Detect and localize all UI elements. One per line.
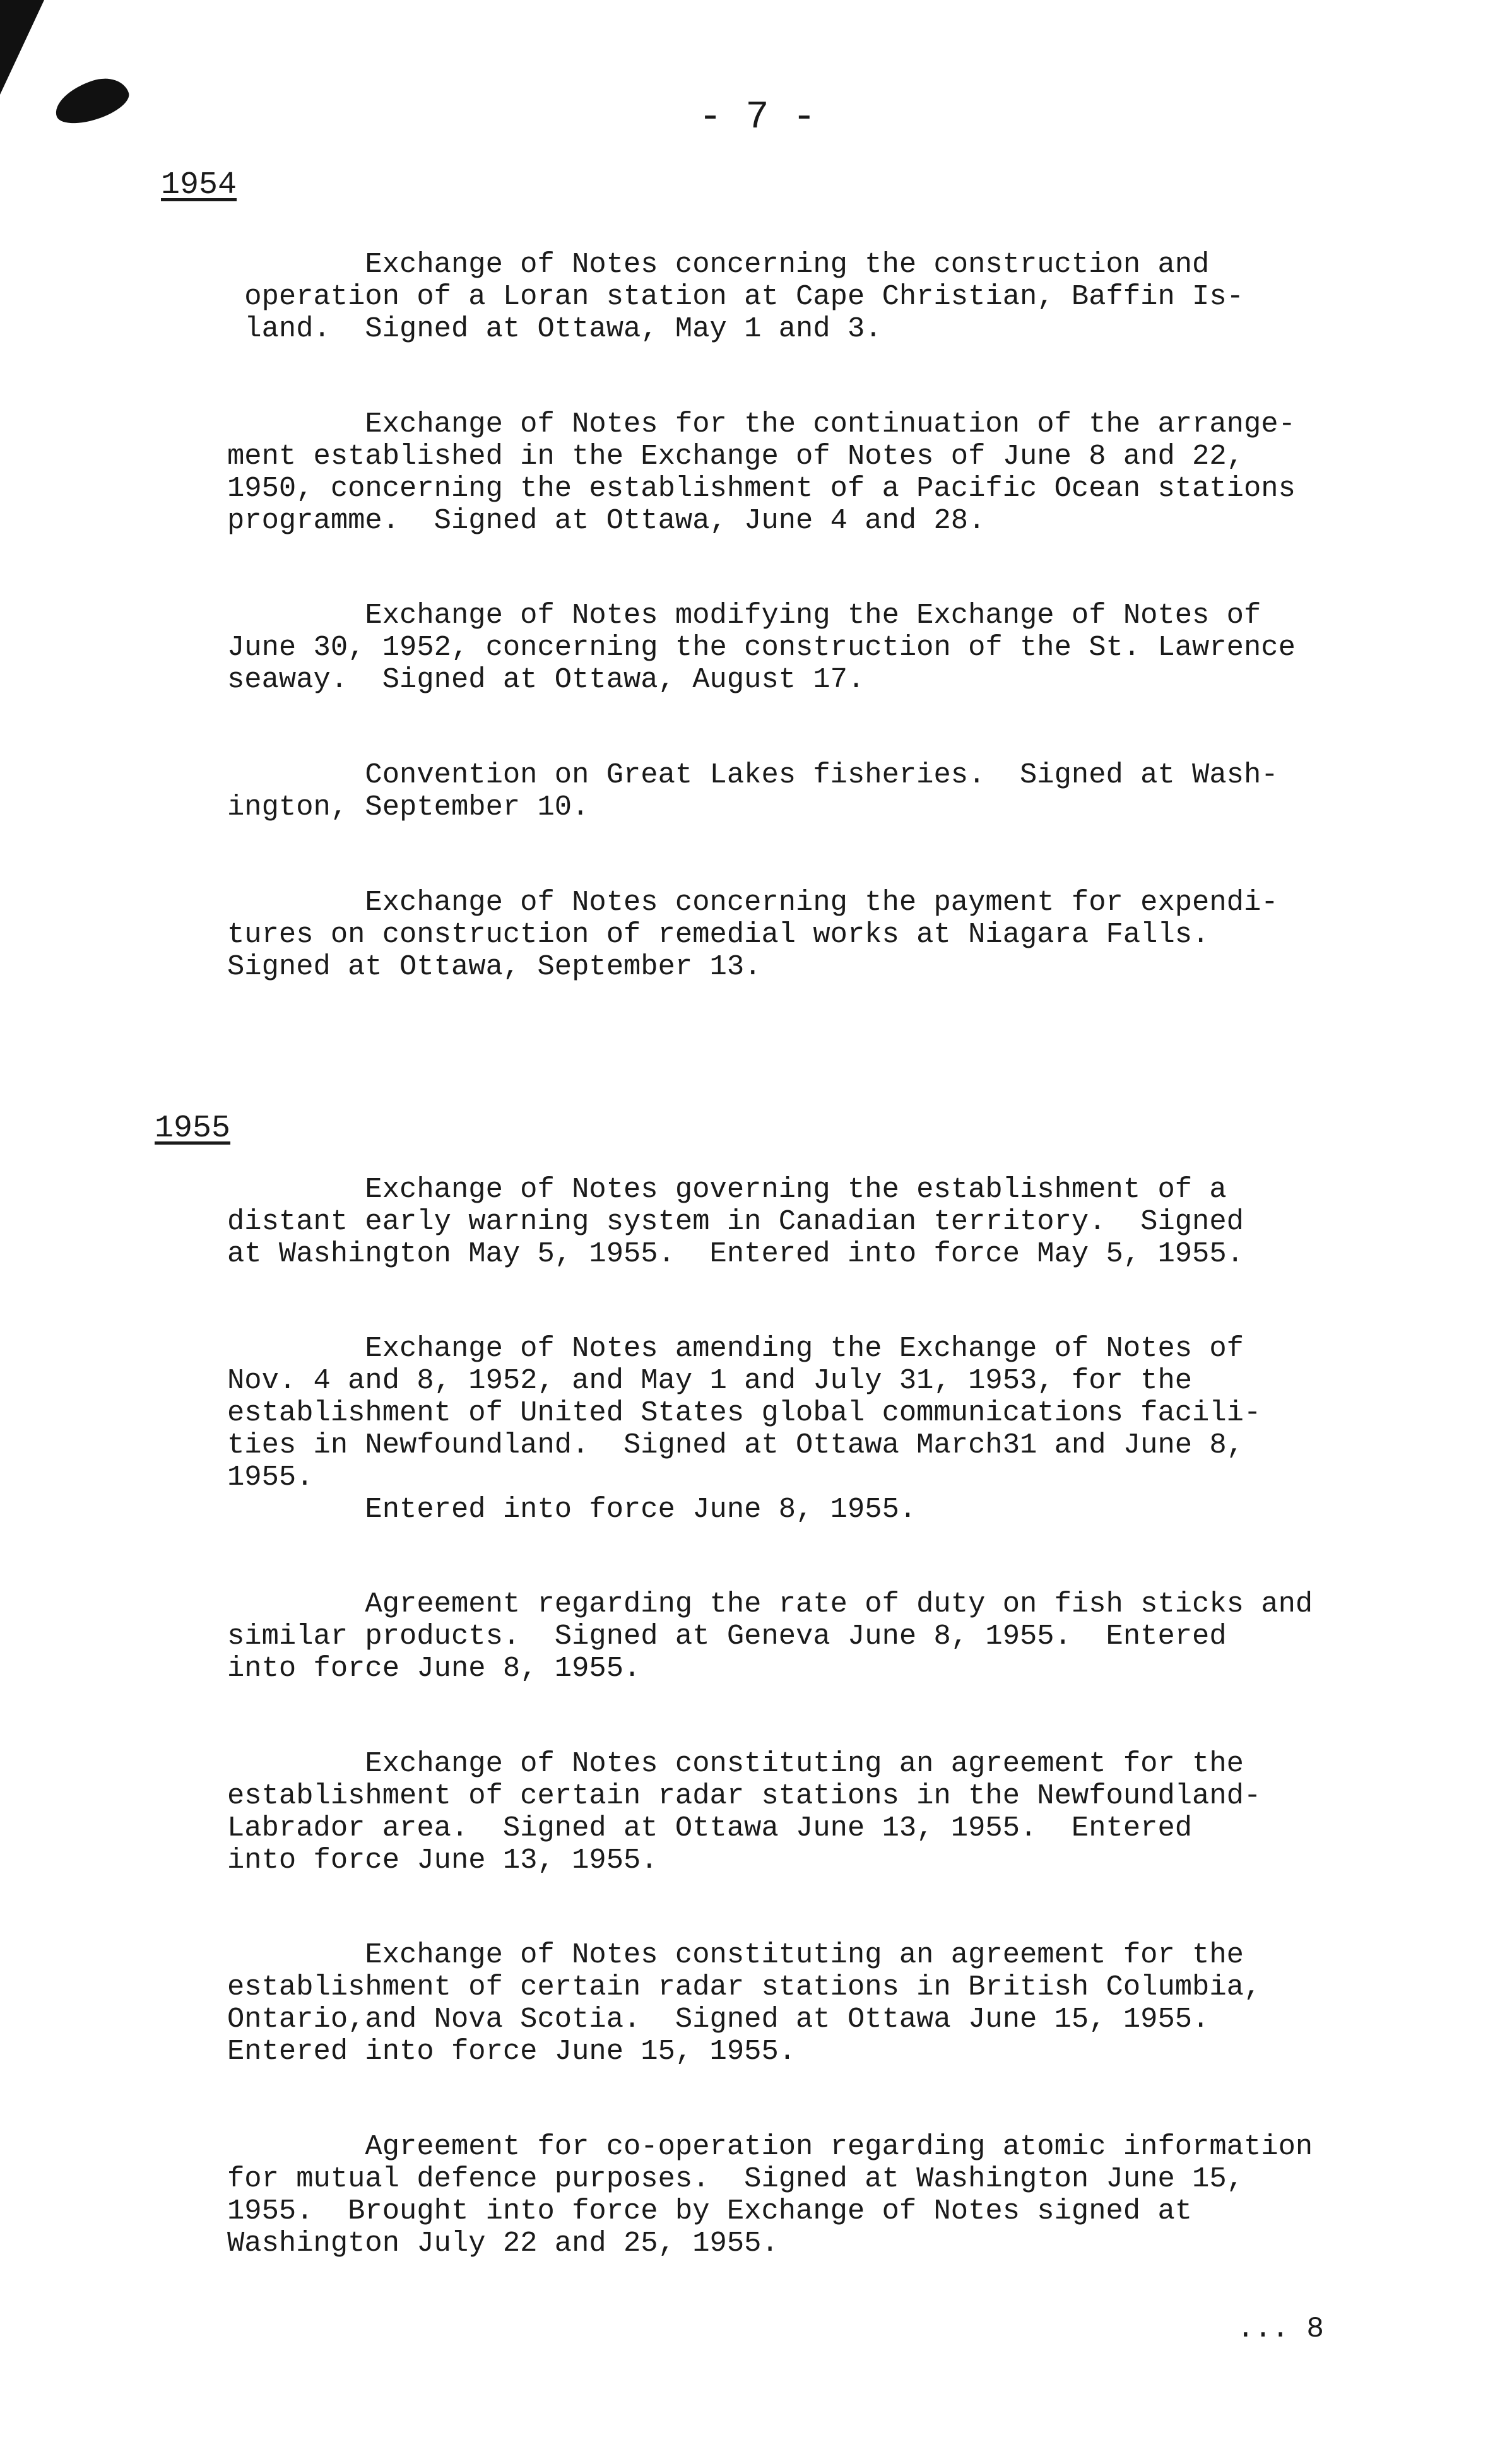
continued-marker: ... 8 [1237, 2313, 1325, 2345]
treaty-entry: Exchange of Notes constituting an agreement for the establishment of certain radar stations in British Columbia, Ontario,and Nova Scotia. Signed at Ottawa June 15, 1955. Entered into force June 15, 1955. [227, 1938, 1261, 2068]
page-number: - 7 - [698, 95, 817, 139]
treaty-entry: Exchange of Notes for the continuation of the arrange- ment established in the Exchange of Notes of June 8 and 22, 1950, concerning the establishment of a Pacific Ocean stations programme. Signed at Ottawa, June 4 and 28. [227, 408, 1296, 537]
ink-blot [50, 71, 134, 131]
year-heading-1955: 1955 [155, 1111, 231, 1147]
year-heading-1954: 1954 [161, 167, 237, 203]
treaty-entry: Exchange of Notes governing the establishment of a distant early warning system in Canadian territory. Signed at Washington May 5, 1955. Entered into force May 5, 1955. [227, 1173, 1244, 1270]
treaty-entry: Exchange of Notes constituting an agreement for the establishment of certain radar stations in the Newfoundland- Labrador area. Signed at Ottawa June 13, 1955. Entered into force June 13, 1955. [227, 1747, 1261, 1877]
corner-mark [0, 0, 44, 95]
treaty-entry: Agreement regarding the rate of duty on fish sticks and similar products. Signed at Geneva June 8, 1955. Entered into force June 8, 1955. [227, 1588, 1313, 1685]
treaty-entry: Exchange of Notes amending the Exchange of Notes of Nov. 4 and 8, 1952, and May 1 and July 31, 1953, for the establishment of United States global communications facili- ties in Newfoundland. Signed at Ottawa March31 and June 8, 1955. Entered into force June 8, 1955. [227, 1332, 1261, 1526]
treaty-entry: Agreement for co-operation regarding atomic information for mutual defence purposes. Signed at Washington June 15, 1955. Brought into force by Exchange of Notes signed at Washington July 22 and 25, 1955. [227, 2130, 1313, 2260]
treaty-entry: Exchange of Notes concerning the construction and operation of a Loran station at Cape Christian, Baffin Is- land. Signed at Ottawa, May 1 and 3. [244, 248, 1244, 345]
treaty-entry: Exchange of Notes concerning the payment for expendi- tures on construction of remedial works at Niagara Falls. Signed at Ottawa, September 13. [227, 886, 1279, 983]
treaty-entry: Exchange of Notes modifying the Exchange of Notes of June 30, 1952, concerning the construction of the St. Lawrence seaway. Signed at Ottawa, August 17. [227, 599, 1296, 696]
treaty-entry: Convention on Great Lakes fisheries. Signed at Wash- ington, September 10. [227, 758, 1279, 823]
